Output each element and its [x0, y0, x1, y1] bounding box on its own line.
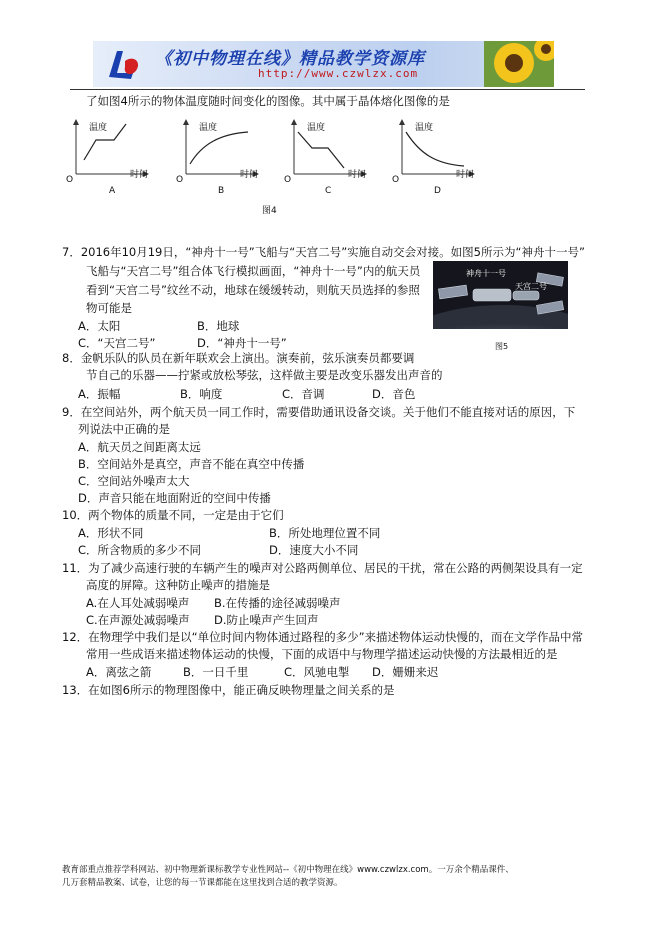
q12-option-a: A．离弦之箭 — [86, 665, 152, 679]
q7-option-a: A．太阳 — [78, 319, 121, 333]
page-footer — [62, 864, 602, 890]
graph-a-xlabel: 时间 — [130, 170, 149, 180]
q12-option-c: C．风驰电掣 — [284, 665, 350, 679]
q7-line-1: 7．2016年10月19日，“神舟十一号”飞船与“天宫二号”实施自动交会对接。如图5所示为“神舟十一号” — [62, 245, 585, 259]
graph-a — [76, 122, 146, 174]
q9-option-b: B．空间站外是真空，声音不能在真空中传播 — [78, 457, 305, 471]
banner-title: 《初中物理在线》精品教学资源库 — [155, 49, 425, 69]
banner-url[interactable]: http://www.czwlzx.com — [258, 67, 419, 80]
q7-line-3: 看到“天宫二号”纹丝不动，地球在缓缓转动，则航天员选择的参照 — [86, 283, 420, 297]
figure-4-caption: 图4 — [262, 206, 277, 216]
figure-5-label-shenzhou: 神舟十一号 — [466, 269, 506, 278]
graph-b-xlabel: 时间 — [240, 170, 259, 180]
graph-b — [186, 122, 256, 174]
q8-line-1: 8．金帆乐队的队员在新年联欢会上演出。演奏前，弦乐演奏员都要调 — [62, 351, 415, 365]
q7-option-d: D．“神舟十一号” — [197, 336, 287, 350]
q7-line-2: 飞船与“天宫二号”组合体飞行模拟画面，“神舟十一号”内的航天员 — [86, 264, 421, 278]
q7-option-b: B．地球 — [197, 319, 240, 333]
figure-5-label-tiangong: 天宫二号 — [515, 282, 547, 291]
graph-b-ylabel: 温度 — [199, 123, 218, 133]
q11-option-d: D.防止噪声产生回声 — [214, 613, 319, 627]
q12-line-2: 常用一些成语来描述物体运动的快慢，下面的成语中与物理学描述运动快慢的方法最相近的是 — [86, 647, 558, 661]
q13-line-1: 13．在如图6所示的物理图像中，能正确反映物理量之间关系的是 — [62, 683, 395, 697]
footer-line-1: 教育部重点推荐学科网站、初中物理新课标教学专业性网站--《初中物理在线》www.czwlzx.com。一万余个精品课件、 — [62, 865, 514, 875]
graph-a-origin: O — [66, 175, 74, 185]
graph-d-label: D — [434, 186, 441, 196]
q8-option-d: D．音色 — [372, 387, 416, 401]
graph-c-label: C — [325, 186, 332, 196]
sunflower-icon — [484, 41, 554, 87]
q8-option-b: B．响度 — [180, 387, 223, 401]
graph-d-origin: O — [392, 175, 400, 185]
graph-d — [402, 122, 472, 174]
graph-c-ylabel: 温度 — [307, 123, 326, 133]
q11-option-c: C.在声源处减弱噪声 — [86, 613, 190, 627]
graph-c-xlabel: 时间 — [348, 170, 367, 180]
q8-option-a: A．振幅 — [78, 387, 121, 401]
q9-option-c: C．空间站外噪声太大 — [78, 474, 190, 488]
footer-line-2: 几万套精品教案、试卷，让您的每一节课都能在这里找到合适的教学资源。 — [62, 878, 343, 888]
q11-option-a: A.在人耳处减弱噪声 — [86, 596, 190, 610]
q8-line-2: 节自己的乐器——拧紧或放松琴弦，这样做主要是改变乐器发出声音的 — [86, 368, 443, 382]
q6-continuation: 了如图4所示的物体温度随时间变化的图像。其中属于晶体熔化图像的是 — [86, 94, 450, 108]
site-logo-icon — [103, 47, 145, 83]
header-rule — [70, 89, 585, 90]
graph-c — [294, 122, 364, 174]
q9-option-a: A．航天员之间距离太远 — [78, 440, 201, 454]
q9-option-d: D．声音只能在地面附近的空间中传播 — [78, 491, 271, 505]
graph-d-xlabel: 时间 — [456, 170, 475, 180]
q7-line-4: 物可能是 — [86, 301, 132, 315]
q12-line-1: 12．在物理学中我们是以“单位时间内物体通过路程的多少”来描述物体运动快慢的，而在文学作品中常 — [62, 630, 584, 644]
q7-option-c: C．“天宫二号” — [78, 336, 156, 350]
figure-5-caption: 图5 — [495, 342, 509, 351]
q11-line-2: 高度的屏障。这种防止噪声的措施是 — [86, 578, 270, 592]
graph-c-origin: O — [284, 175, 292, 185]
q12-option-d: D．姗姗来迟 — [372, 665, 439, 679]
graph-a-ylabel: 温度 — [89, 123, 108, 133]
q10-option-c: C．所含物质的多少不同 — [78, 543, 202, 557]
graph-a-label: A — [109, 186, 116, 196]
q10-line-1: 10．两个物体的质量不同，一定是由于它们 — [62, 508, 284, 522]
q8-option-c: C．音调 — [282, 387, 325, 401]
graph-d-ylabel: 温度 — [415, 123, 434, 133]
q10-option-b: B．所处地理位置不同 — [269, 526, 381, 540]
header-banner — [93, 41, 554, 87]
q11-option-b: B.在传播的途径减弱噪声 — [214, 596, 341, 610]
q11-line-1: 11．为了减少高速行驶的车辆产生的噪声对公路两侧单位、居民的干扰，常在公路的两侧架设具有一定 — [62, 561, 583, 575]
q10-option-a: A．形状不同 — [78, 526, 144, 540]
q10-option-d: D．速度大小不同 — [269, 543, 359, 557]
q12-option-b: B．一日千里 — [183, 665, 249, 679]
q9-line-2: 列说法中正确的是 — [78, 422, 170, 436]
graph-b-origin: O — [176, 175, 184, 185]
q9-line-1: 9．在空间站外，两个航天员一同工作时，需要借助通讯设备交谈。关于他们不能直接对话的原因，下 — [62, 405, 576, 419]
graph-b-label: B — [218, 186, 225, 196]
